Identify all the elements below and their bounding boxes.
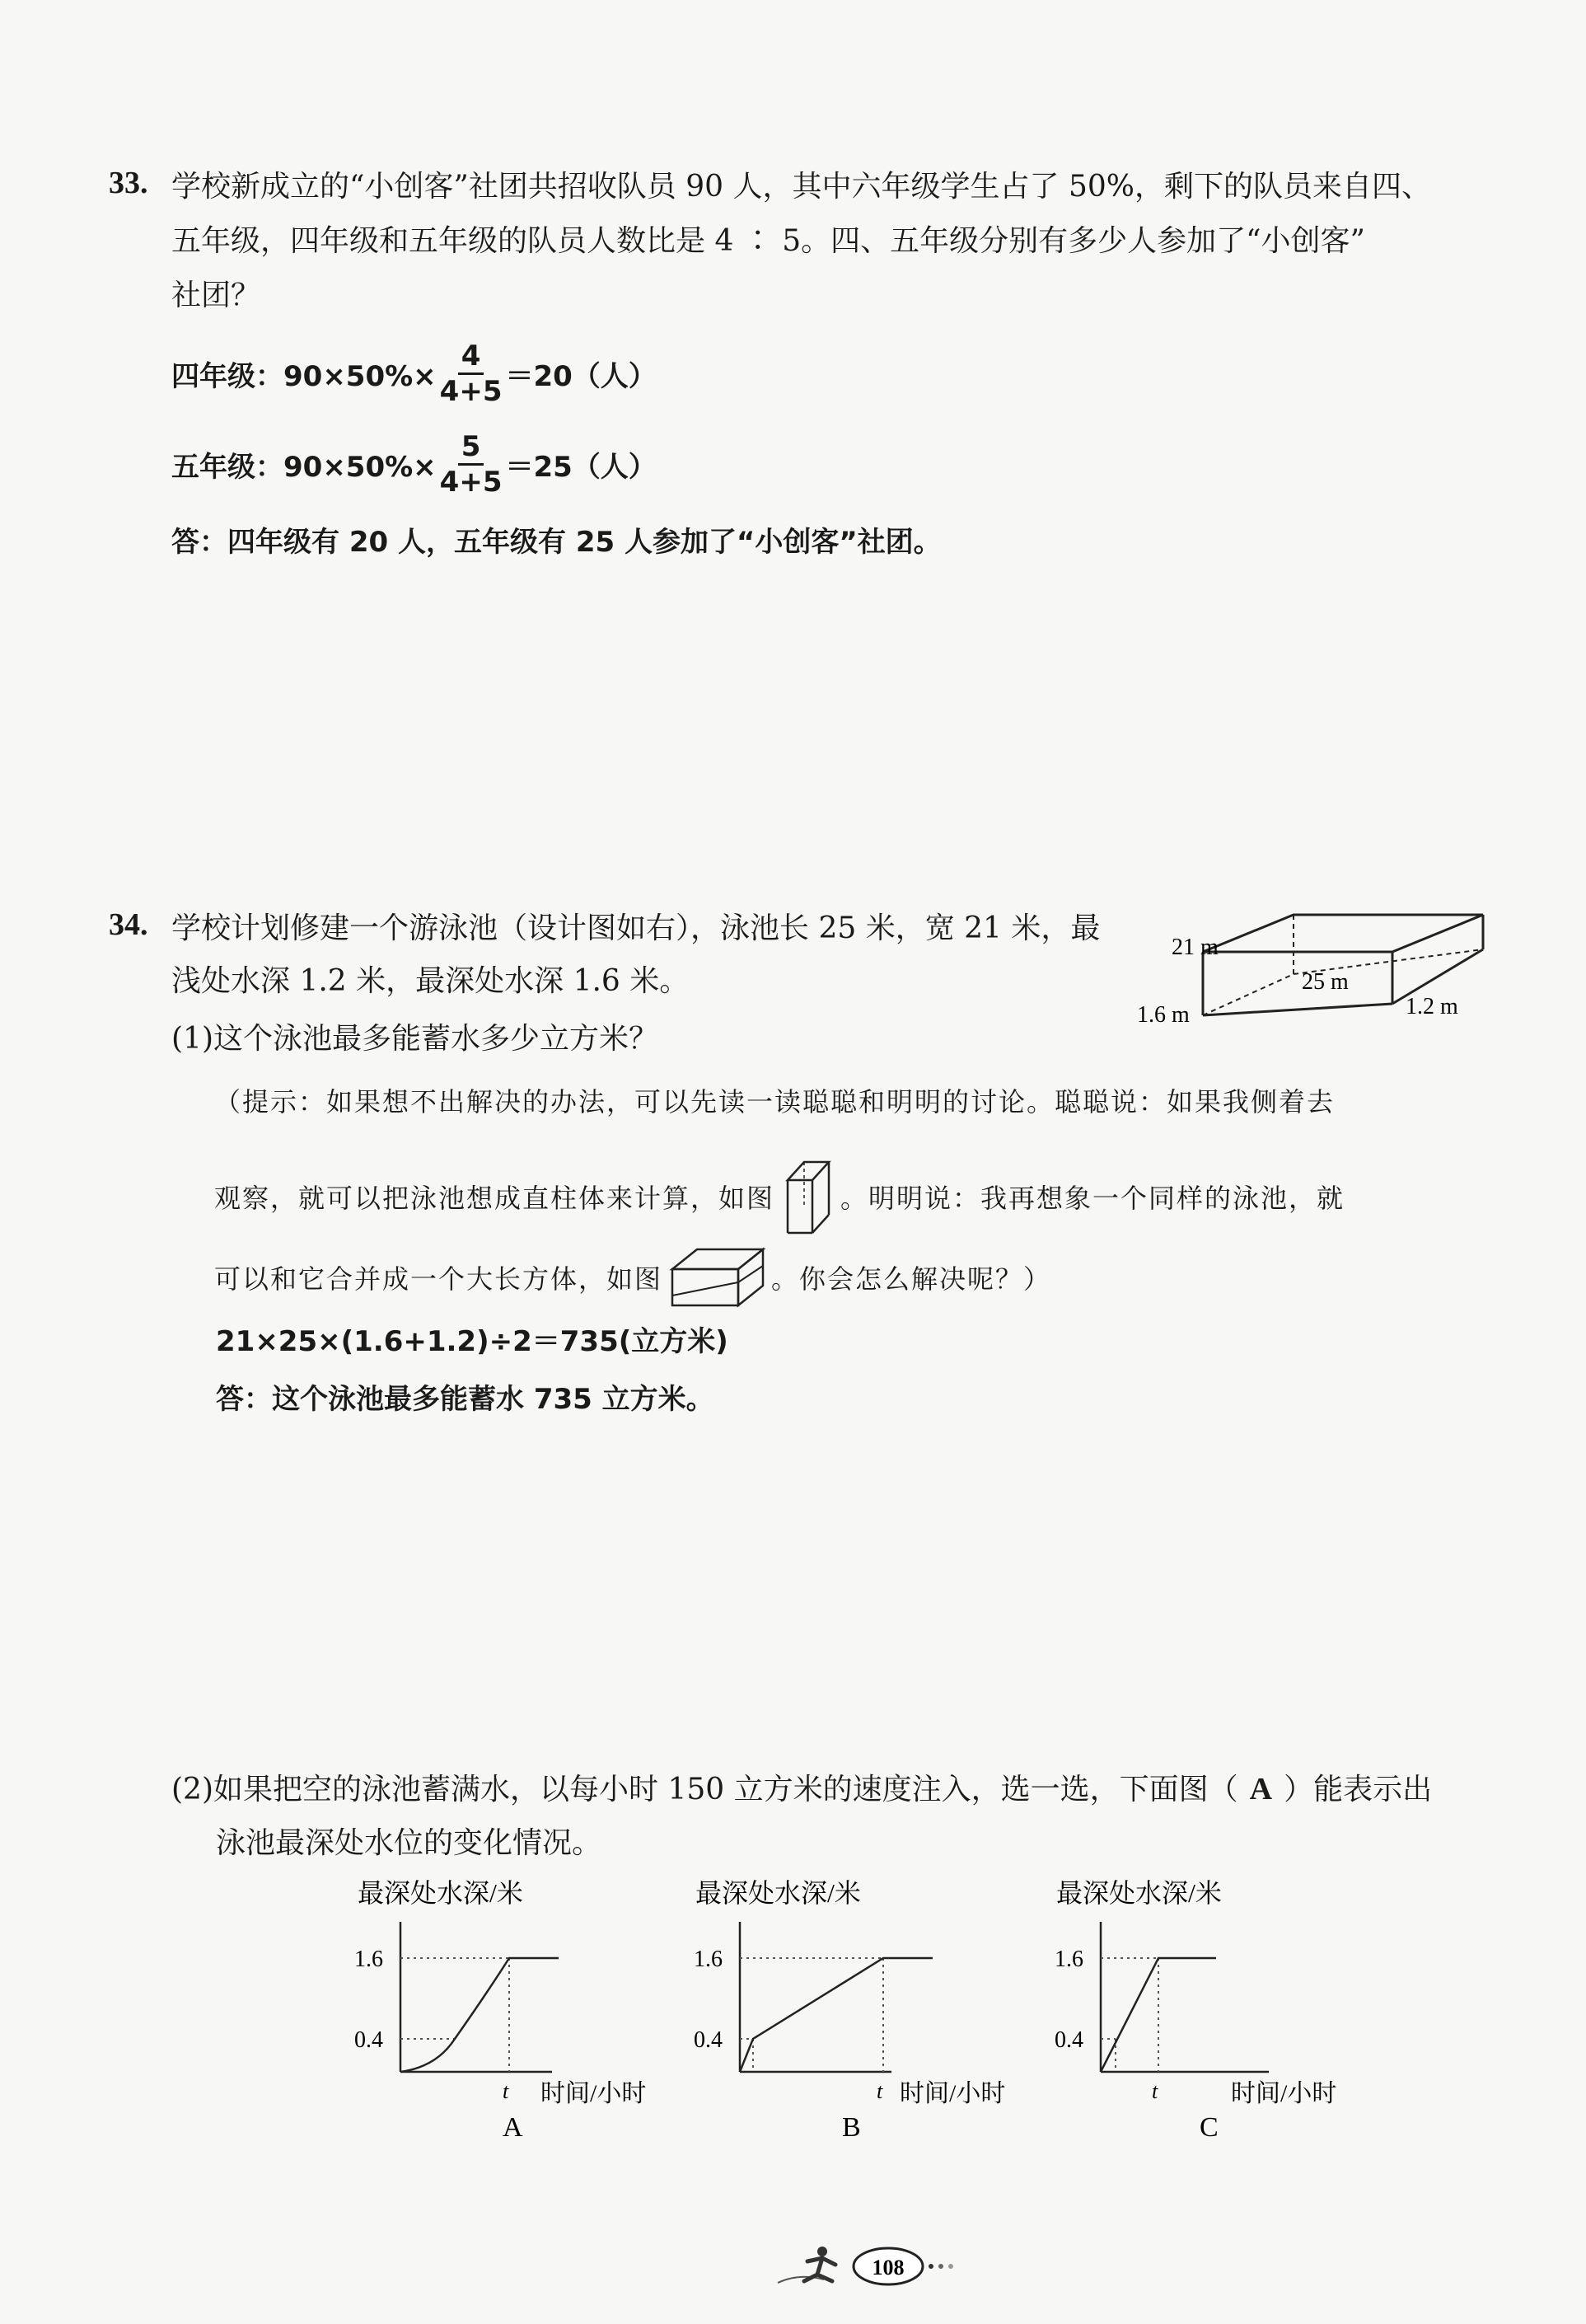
pool-deep-label: 1.6 m: [1137, 1002, 1190, 1028]
chart-b: [694, 1872, 1040, 2156]
question-text-line: 学校计划修建一个游泳池（设计图如右），泳池长 25 米，宽 21 米，最: [171, 911, 1101, 945]
x-tick-t: t: [877, 2079, 883, 2103]
series-line: [740, 1958, 933, 2072]
y-tick-1.6: 1.6: [354, 1947, 383, 1972]
part1-calc: 21×25×(1.6+1.2)÷2＝735(立方米): [216, 1325, 728, 1358]
answer-choice: A: [1249, 1772, 1273, 1806]
calc-prefix: 五年级：90×50%×: [171, 451, 437, 484]
pool-shallow-label: 1.2 m: [1406, 994, 1458, 1019]
y-tick-1.6: 1.6: [1055, 1947, 1083, 1972]
question-text-line: 社团？: [171, 279, 261, 312]
page-number-badge: [774, 2233, 964, 2299]
y-axis-label: 最深处水深/米: [1056, 1878, 1222, 1908]
question-text-line: 浅处水深 1.2 米，最深处水深 1.6 米。: [171, 964, 690, 998]
runner-icon: [804, 2247, 835, 2281]
pool-length-label: 25 m: [1302, 969, 1349, 995]
hint-line: [214, 1244, 1051, 1310]
part1-answer: 答：这个泳池最多能蓄水 735 立方米。: [216, 1383, 714, 1416]
chart-caption: B: [842, 2112, 861, 2143]
numerator: 5: [458, 430, 484, 466]
question-text-line: 学校新成立的“小创客”社团共招收队员 90 人，其中六年级学生占了 50%，剩下的队员来自四、: [171, 170, 1431, 204]
hint-text: 。明明说：我再想象一个同样的泳池，就: [840, 1183, 1345, 1214]
series-line: [400, 1958, 559, 2072]
calc-grade4: [171, 340, 657, 408]
y-tick-0.4: 0.4: [354, 2027, 383, 2053]
part2-text: (2)如果把空的泳池蓄满水，以每小时 150 立方米的速度注入，选一选，下面图（: [171, 1773, 1238, 1806]
x-axis-label: 时间/小时: [900, 2080, 1006, 2107]
pool-width-label: 21 m: [1172, 935, 1219, 960]
answer-33: 答：四年级有 20 人，五年级有 25 人参加了“小创客”社团。: [171, 526, 942, 559]
series-line: [1101, 1958, 1216, 2072]
prism-icon: [779, 1155, 835, 1238]
part1-question: (1)这个泳池最多能蓄水多少立方米？: [171, 1022, 658, 1056]
y-axis-label: 最深处水深/米: [358, 1878, 523, 1908]
y-axis-label: 最深处水深/米: [695, 1878, 861, 1908]
denominator: 4+5: [439, 466, 503, 499]
calc-result: ＝25（人）: [505, 451, 657, 484]
question-number: 34.: [109, 907, 148, 942]
chart-a: [354, 1872, 684, 2156]
denominator: 4+5: [439, 375, 503, 408]
x-axis-label: 时间/小时: [1231, 2080, 1337, 2107]
x-axis-label: 时间/小时: [540, 2080, 647, 2107]
chart-a-svg: [354, 1872, 684, 2153]
calc-prefix: 四年级：90×50%×: [171, 360, 437, 393]
hint-text: 观察，就可以把泳池想成直柱体来计算，如图: [214, 1183, 775, 1214]
fraction: [440, 430, 503, 499]
part2-text: ）能表示出: [1284, 1773, 1433, 1806]
x-tick-t: t: [1152, 2079, 1158, 2103]
page-number: 108: [872, 2256, 905, 2279]
chart-caption: C: [1200, 2112, 1219, 2143]
page-footer: [774, 2233, 964, 2303]
question-number: 33.: [109, 166, 148, 200]
hint-text: 可以和它合并成一个大长方体，如图: [214, 1263, 663, 1295]
hint-line: [214, 1155, 1345, 1238]
cuboid-icon: [667, 1244, 766, 1310]
part2-question-line: 泳池最深处水位的变化情况。: [216, 1826, 602, 1860]
chart-c-svg: [1055, 1872, 1401, 2153]
numerator: 4: [458, 340, 484, 375]
question-text-line: 五年级，四年级和五年级的队员人数比是 4 ∶ 5。四、五年级分别有多少人参加了“小创客”: [171, 224, 1365, 258]
y-tick-0.4: 0.4: [694, 2027, 723, 2053]
x-tick-t: t: [503, 2079, 509, 2103]
swoosh-decor: [778, 2277, 824, 2283]
pool-diagram: [1137, 898, 1499, 1038]
y-tick-1.6: 1.6: [694, 1947, 723, 1972]
chart-c: [1055, 1872, 1401, 2156]
y-tick-0.4: 0.4: [1055, 2027, 1083, 2053]
hint-text: 。你会怎么解决呢？）: [771, 1263, 1052, 1295]
calc-result: ＝20（人）: [505, 360, 657, 393]
fraction: [440, 340, 503, 408]
part2-question-line: [171, 1764, 1432, 1816]
chart-b-svg: [694, 1872, 1040, 2153]
hint-line: （提示：如果想不出解决的办法，可以先读一读聪聪和明明的讨论。聪聪说：如果我侧着去: [214, 1086, 1336, 1117]
calc-grade5: [171, 430, 657, 499]
chart-caption: A: [503, 2112, 523, 2143]
